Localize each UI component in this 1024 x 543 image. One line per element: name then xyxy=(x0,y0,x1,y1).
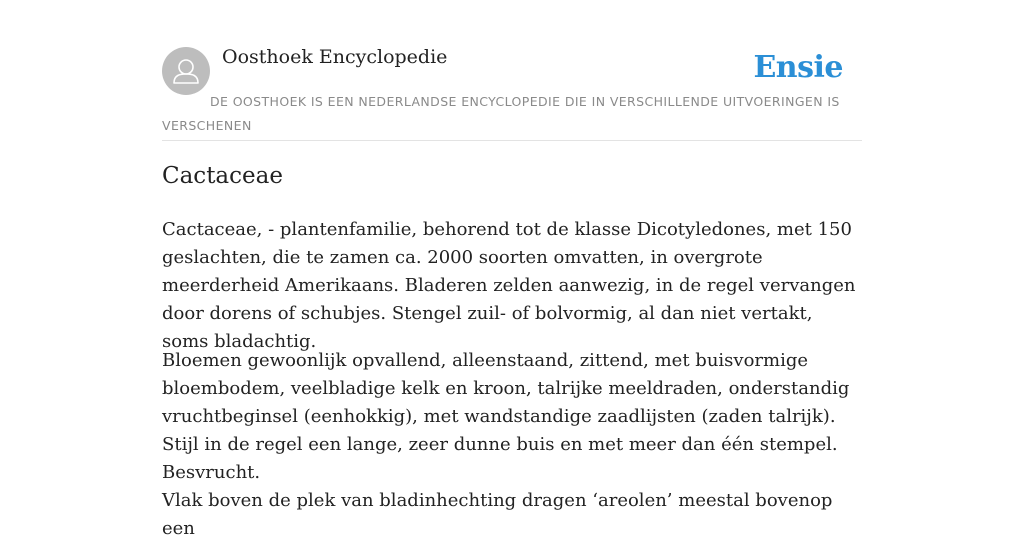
article-paragraph: Bloemen gewoonlijk opvallend, alleenstaand, zittend, met buisvormige bloembodem, veelbladige kelk en kroon, talrijke meeldraden, onderstandig vruchtbeginsel (eenhokkig), met wandstandige zaadlijsten (zaden talrijk). Stijl in de regel een lange, zeer dunne buis en met meer dan één stempel. Besvrucht. xyxy=(162,350,850,483)
article-paragraph: Cactaceae, - plantenfamilie, behorend tot de klasse Dicotyledones, met 150 geslachten, die te zamen ca. 2000 soorten omvatten, in overgrote meerderheid Amerikaans. Bladeren zelden aanwezig, in de regel vervangen door dorens of schubjes. Stengel zuil- of bolvormig, al dan niet vertakt, soms bladachtig. xyxy=(162,219,856,352)
source-header xyxy=(162,0,862,141)
source-name-link[interactable]: Oosthoek Encyclopedie xyxy=(222,46,448,68)
ensie-logo-link[interactable]: Ensie xyxy=(753,50,843,85)
article-paragraph: Vlak boven de plek van bladinhechting dragen ‘areolen’ meestal bovenop een xyxy=(162,490,833,539)
user-placeholder-icon xyxy=(162,47,210,95)
source-description: DE OOSTHOEK IS EEN NEDERLANDSE ENCYCLOPEDIE DIE IN VERSCHILLENDE UITVOERINGEN IS VERSCHENEN xyxy=(162,94,840,133)
source-avatar[interactable] xyxy=(162,47,210,95)
article-title: Cactaceae xyxy=(162,163,283,189)
article-page xyxy=(162,0,862,539)
